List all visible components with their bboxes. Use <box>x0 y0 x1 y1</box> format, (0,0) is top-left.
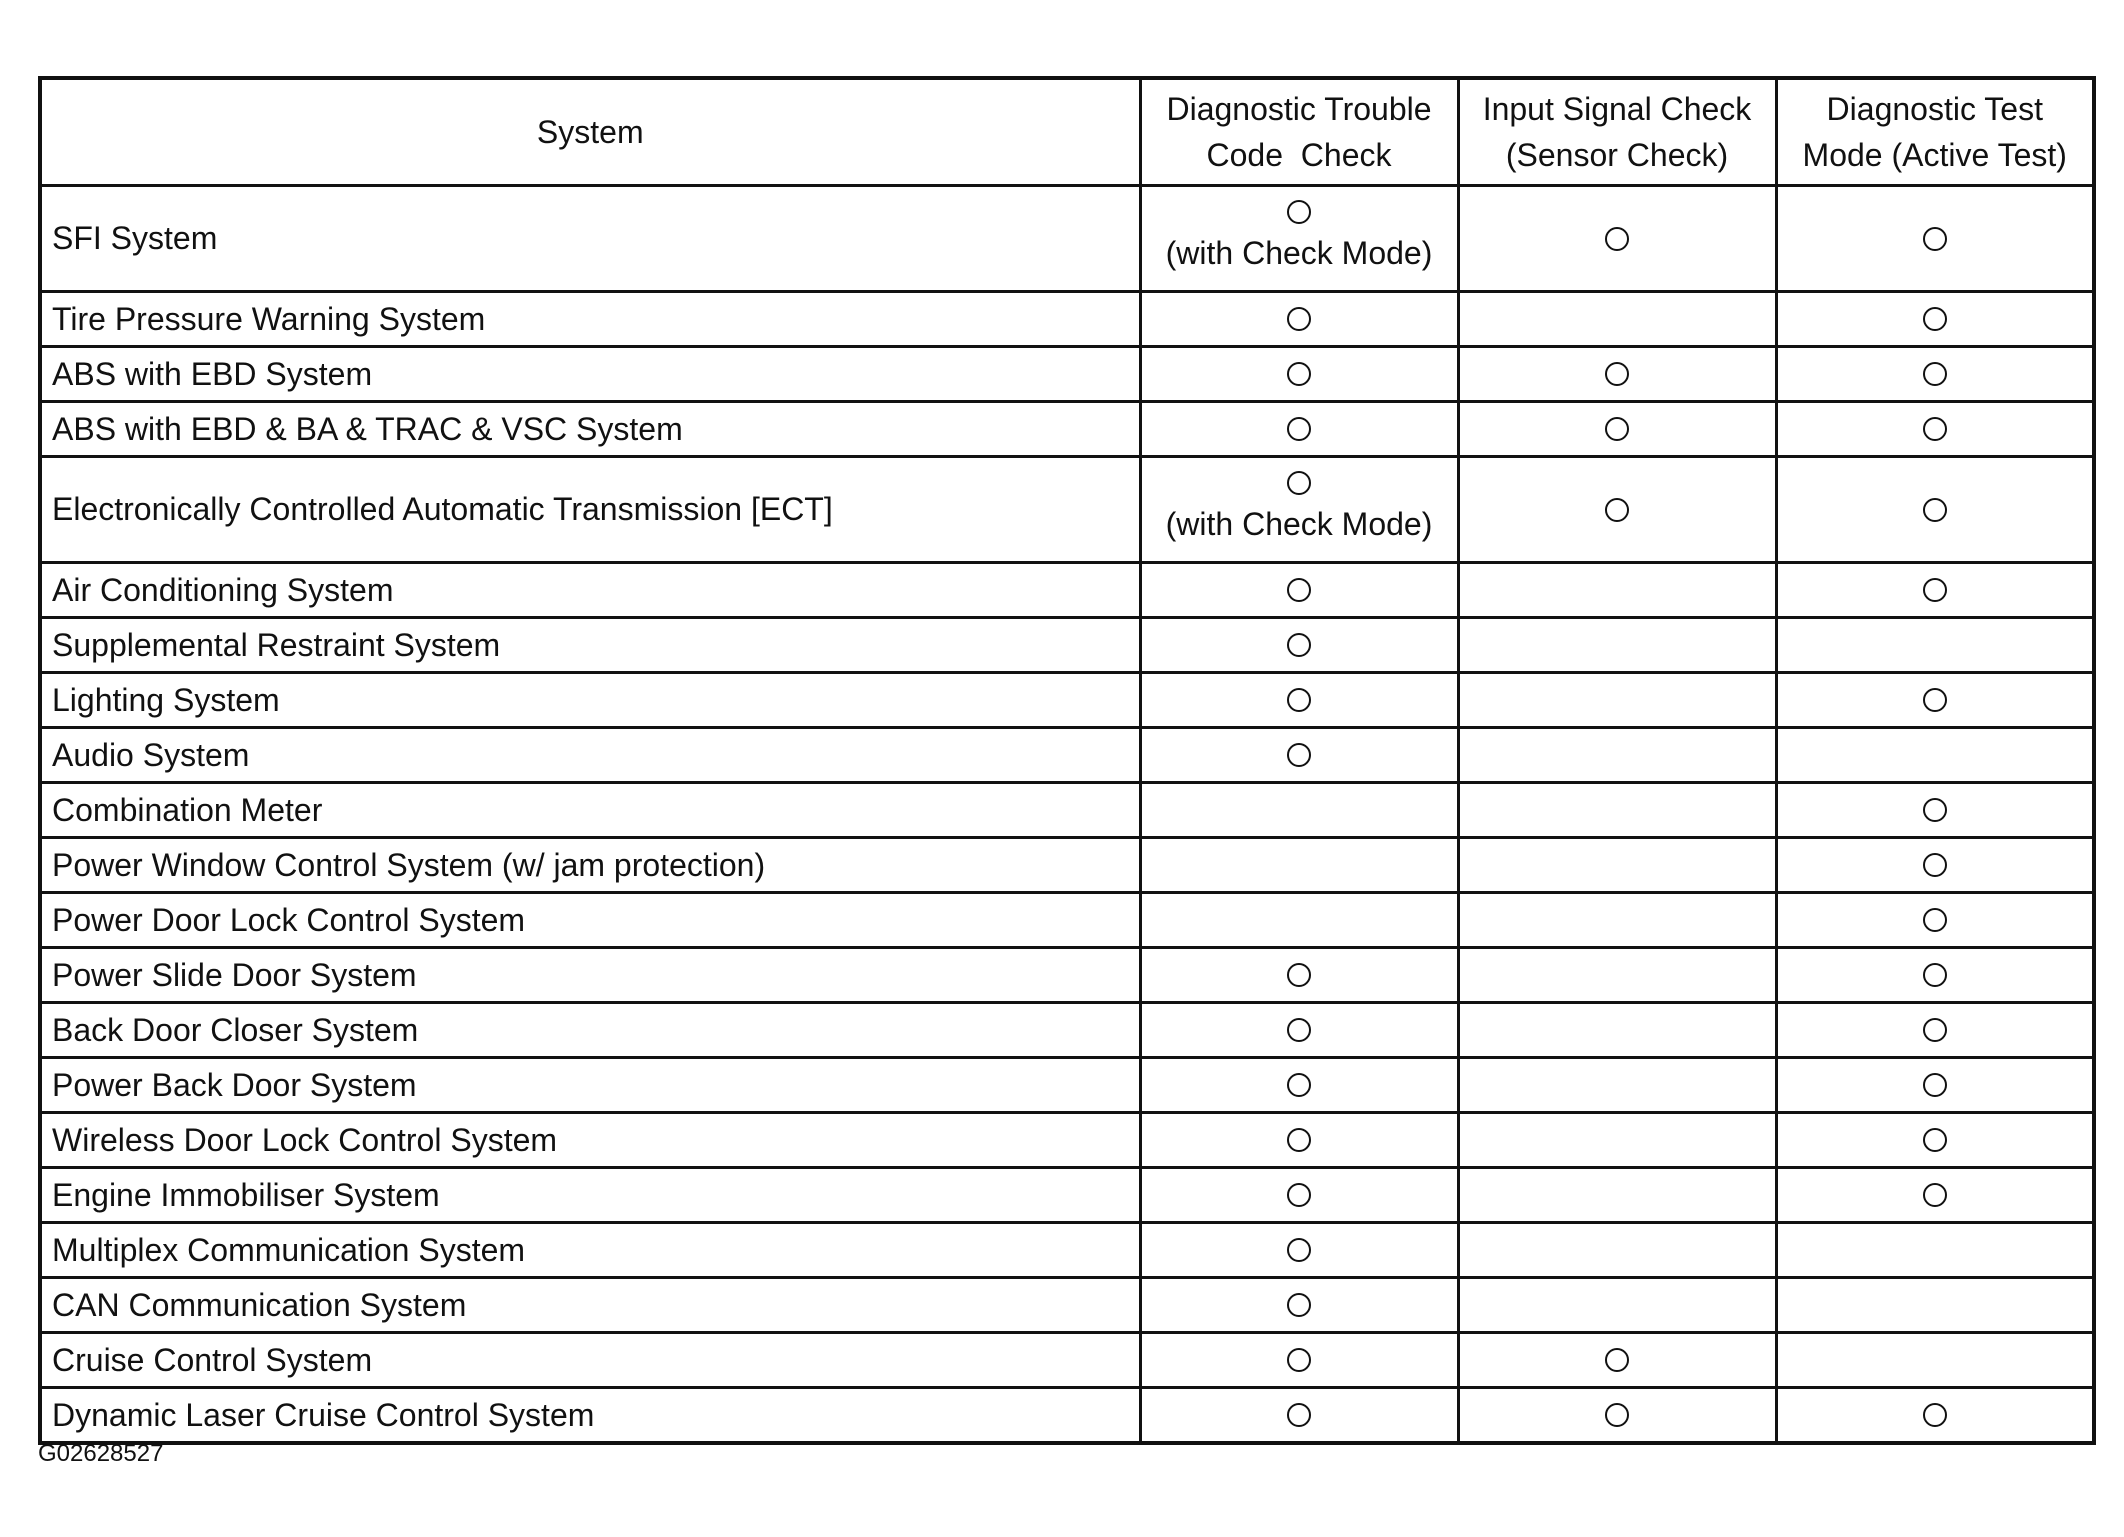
dtc-mark-cell <box>1140 563 1458 618</box>
mark-wrap <box>1460 417 1775 441</box>
input-mark-cell <box>1458 292 1776 347</box>
header-dtc-check <box>1140 78 1458 186</box>
circle-icon <box>1923 362 1947 386</box>
active-mark-cell <box>1776 1278 2094 1333</box>
mark-wrap <box>1142 633 1457 657</box>
circle-icon <box>1605 227 1629 251</box>
system-name-cell: Multiplex Communication System <box>40 1223 1140 1278</box>
active-mark-cell <box>1776 1003 2094 1058</box>
circle-icon <box>1287 963 1311 987</box>
table-row <box>40 893 2094 948</box>
active-mark-cell <box>1776 838 2094 893</box>
input-mark-cell <box>1458 1388 1776 1444</box>
active-mark-cell <box>1776 783 2094 838</box>
circle-icon <box>1287 200 1311 224</box>
dtc-mark-cell <box>1140 1223 1458 1278</box>
input-mark-cell <box>1458 728 1776 783</box>
dtc-mark-cell <box>1140 1333 1458 1388</box>
active-mark-cell <box>1776 1333 2094 1388</box>
circle-icon <box>1287 1183 1311 1207</box>
mark-wrap <box>1142 471 1457 547</box>
circle-icon <box>1287 1128 1311 1152</box>
active-mark-cell <box>1776 1113 2094 1168</box>
table-row <box>40 838 2094 893</box>
circle-icon <box>1923 688 1947 712</box>
input-mark-cell <box>1458 618 1776 673</box>
header-active-line-1: Diagnostic Test <box>1826 90 2043 127</box>
input-mark-cell <box>1458 457 1776 563</box>
system-name-cell: Cruise Control System <box>40 1333 1140 1388</box>
input-mark-cell <box>1458 186 1776 292</box>
input-mark-cell <box>1458 783 1776 838</box>
mark-wrap <box>1778 798 2093 822</box>
circle-icon <box>1605 1403 1629 1427</box>
table-row <box>40 1003 2094 1058</box>
table-row <box>40 728 2094 783</box>
dtc-mark-cell <box>1140 1278 1458 1333</box>
active-mark-cell <box>1776 457 2094 563</box>
input-mark-cell <box>1458 1113 1776 1168</box>
mark-wrap <box>1778 227 2093 251</box>
circle-icon <box>1287 1403 1311 1427</box>
input-mark-cell <box>1458 402 1776 457</box>
dtc-mark-cell <box>1140 1168 1458 1223</box>
mark-wrap <box>1142 1403 1457 1427</box>
circle-icon <box>1923 498 1947 522</box>
dtc-mark-cell <box>1140 948 1458 1003</box>
dtc-mark-cell <box>1140 292 1458 347</box>
active-mark-cell <box>1776 893 2094 948</box>
mark-wrap <box>1142 963 1457 987</box>
system-name-cell: ABS with EBD & BA & TRAC & VSC System <box>40 402 1140 457</box>
dtc-mark-cell <box>1140 838 1458 893</box>
active-mark-cell <box>1776 292 2094 347</box>
active-mark-cell <box>1776 948 2094 1003</box>
mark-wrap <box>1778 963 2093 987</box>
dtc-mark-cell <box>1140 1113 1458 1168</box>
table-row <box>40 186 2094 292</box>
circle-icon <box>1923 307 1947 331</box>
mark-wrap <box>1142 1018 1457 1042</box>
circle-icon <box>1605 1348 1629 1372</box>
header-active-test <box>1776 78 2094 186</box>
system-name-cell: Power Door Lock Control System <box>40 893 1140 948</box>
table-row <box>40 1113 2094 1168</box>
system-name-cell: ABS with EBD System <box>40 347 1140 402</box>
active-mark-cell <box>1776 728 2094 783</box>
input-mark-cell <box>1458 1278 1776 1333</box>
mark-wrap <box>1142 362 1457 386</box>
circle-icon <box>1923 853 1947 877</box>
mark-wrap <box>1778 908 2093 932</box>
system-name-cell: Combination Meter <box>40 783 1140 838</box>
system-name-cell: Audio System <box>40 728 1140 783</box>
table-row <box>40 1058 2094 1113</box>
circle-icon <box>1287 1348 1311 1372</box>
mark-wrap <box>1778 498 2093 522</box>
circle-icon <box>1605 498 1629 522</box>
system-name-cell: Power Window Control System (w/ jam protection) <box>40 838 1140 893</box>
circle-icon <box>1287 1018 1311 1042</box>
input-mark-cell <box>1458 948 1776 1003</box>
circle-icon <box>1923 578 1947 602</box>
system-name-cell: CAN Communication System <box>40 1278 1140 1333</box>
mark-wrap <box>1460 362 1775 386</box>
circle-icon <box>1923 1073 1947 1097</box>
table-row <box>40 1168 2094 1223</box>
dtc-mark-cell <box>1140 1058 1458 1113</box>
table-row <box>40 563 2094 618</box>
header-row <box>40 78 2094 186</box>
mark-wrap <box>1778 307 2093 331</box>
header-input-line-1: Input Signal Check <box>1482 90 1752 127</box>
mark-wrap <box>1142 578 1457 602</box>
circle-icon <box>1287 362 1311 386</box>
system-name-cell: Engine Immobiliser System <box>40 1168 1140 1223</box>
dtc-mark-cell <box>1140 402 1458 457</box>
mark-wrap <box>1460 227 1775 251</box>
circle-icon <box>1923 1403 1947 1427</box>
table-row <box>40 1278 2094 1333</box>
dtc-mark-cell <box>1140 673 1458 728</box>
mark-wrap <box>1142 1238 1457 1262</box>
input-mark-cell <box>1458 673 1776 728</box>
mark-wrap <box>1778 853 2093 877</box>
header-dtc-line-2: Code Check <box>1206 137 1392 173</box>
circle-icon <box>1287 688 1311 712</box>
table-body <box>40 186 2094 1444</box>
mark-wrap <box>1778 1018 2093 1042</box>
active-mark-cell <box>1776 402 2094 457</box>
system-name-cell: Supplemental Restraint System <box>40 618 1140 673</box>
table-row <box>40 457 2094 563</box>
system-name-cell: Air Conditioning System <box>40 563 1140 618</box>
dtc-mark-cell <box>1140 1003 1458 1058</box>
mark-wrap <box>1142 688 1457 712</box>
header-input-line-2: (Sensor Check) <box>1505 137 1729 173</box>
system-name-cell: Tire Pressure Warning System <box>40 292 1140 347</box>
diagnostic-function-table <box>38 76 2096 1445</box>
input-mark-cell <box>1458 1058 1776 1113</box>
mark-wrap <box>1142 417 1457 441</box>
table-row <box>40 1388 2094 1444</box>
dtc-mark-cell <box>1140 1388 1458 1444</box>
circle-icon <box>1923 1128 1947 1152</box>
active-mark-cell <box>1776 563 2094 618</box>
input-mark-cell <box>1458 1003 1776 1058</box>
table-row <box>40 347 2094 402</box>
header-active-line-2: Mode (Active Test) <box>1802 137 2067 173</box>
circle-icon <box>1287 743 1311 767</box>
mark-wrap <box>1142 1128 1457 1152</box>
table-row <box>40 402 2094 457</box>
circle-icon <box>1923 417 1947 441</box>
mark-wrap <box>1778 362 2093 386</box>
dtc-mark-cell <box>1140 186 1458 292</box>
circle-icon <box>1923 963 1947 987</box>
table-row <box>40 673 2094 728</box>
header-dtc-line-1: Diagnostic Trouble <box>1166 90 1432 127</box>
dtc-mark-cell <box>1140 893 1458 948</box>
circle-icon <box>1923 798 1947 822</box>
circle-icon <box>1287 1293 1311 1317</box>
table-row <box>40 783 2094 838</box>
active-mark-cell <box>1776 673 2094 728</box>
header-input-signal-check <box>1458 78 1776 186</box>
system-name-cell: Lighting System <box>40 673 1140 728</box>
table-row <box>40 1333 2094 1388</box>
table-row <box>40 618 2094 673</box>
system-name-cell: SFI System <box>40 186 1140 292</box>
mark-wrap <box>1778 1128 2093 1152</box>
system-name-cell: Power Back Door System <box>40 1058 1140 1113</box>
header-system: System <box>40 78 1140 186</box>
circle-icon <box>1605 362 1629 386</box>
mark-wrap <box>1460 498 1775 522</box>
active-mark-cell <box>1776 618 2094 673</box>
mark-wrap <box>1142 1183 1457 1207</box>
active-mark-cell <box>1776 347 2094 402</box>
circle-icon <box>1923 227 1947 251</box>
input-mark-cell <box>1458 893 1776 948</box>
system-name-cell: Electronically Controlled Automatic Transmission [ECT] <box>40 457 1140 563</box>
dtc-mark-cell <box>1140 783 1458 838</box>
circle-icon <box>1923 1018 1947 1042</box>
mark-wrap <box>1778 688 2093 712</box>
active-mark-cell <box>1776 1058 2094 1113</box>
system-name-cell: Power Slide Door System <box>40 948 1140 1003</box>
table-header <box>40 78 2094 186</box>
system-name-cell: Dynamic Laser Cruise Control System <box>40 1388 1140 1444</box>
mark-wrap <box>1142 200 1457 276</box>
circle-icon <box>1287 633 1311 657</box>
table-row <box>40 948 2094 1003</box>
input-mark-cell <box>1458 1333 1776 1388</box>
mark-wrap <box>1778 1403 2093 1427</box>
active-mark-cell <box>1776 1223 2094 1278</box>
circle-icon <box>1605 417 1629 441</box>
circle-icon <box>1287 417 1311 441</box>
circle-icon <box>1923 908 1947 932</box>
mark-wrap <box>1778 417 2093 441</box>
mark-wrap <box>1778 1073 2093 1097</box>
system-name-cell: Wireless Door Lock Control System <box>40 1113 1140 1168</box>
active-mark-cell <box>1776 1388 2094 1444</box>
mark-wrap <box>1142 1348 1457 1372</box>
circle-icon <box>1287 578 1311 602</box>
input-mark-cell <box>1458 838 1776 893</box>
table-row <box>40 292 2094 347</box>
dtc-mark-cell <box>1140 347 1458 402</box>
check-mode-note: (with Check Mode) <box>1165 506 1433 543</box>
table-row <box>40 1223 2094 1278</box>
system-name-cell: Back Door Closer System <box>40 1003 1140 1058</box>
circle-icon <box>1287 307 1311 331</box>
figure-id: G02628527 <box>38 1440 164 1467</box>
mark-wrap <box>1778 1183 2093 1207</box>
circle-icon <box>1923 1183 1947 1207</box>
check-mode-note: (with Check Mode) <box>1165 235 1433 272</box>
input-mark-cell <box>1458 1168 1776 1223</box>
mark-wrap <box>1460 1348 1775 1372</box>
mark-wrap <box>1142 1293 1457 1317</box>
mark-wrap <box>1142 1073 1457 1097</box>
mark-wrap <box>1460 1403 1775 1427</box>
mark-wrap <box>1142 743 1457 767</box>
dtc-mark-cell <box>1140 728 1458 783</box>
input-mark-cell <box>1458 563 1776 618</box>
input-mark-cell <box>1458 1223 1776 1278</box>
circle-icon <box>1287 471 1311 495</box>
circle-icon <box>1287 1073 1311 1097</box>
mark-wrap <box>1778 578 2093 602</box>
input-mark-cell <box>1458 347 1776 402</box>
active-mark-cell <box>1776 186 2094 292</box>
mark-wrap <box>1142 307 1457 331</box>
active-mark-cell <box>1776 1168 2094 1223</box>
dtc-mark-cell <box>1140 457 1458 563</box>
dtc-mark-cell <box>1140 618 1458 673</box>
circle-icon <box>1287 1238 1311 1262</box>
